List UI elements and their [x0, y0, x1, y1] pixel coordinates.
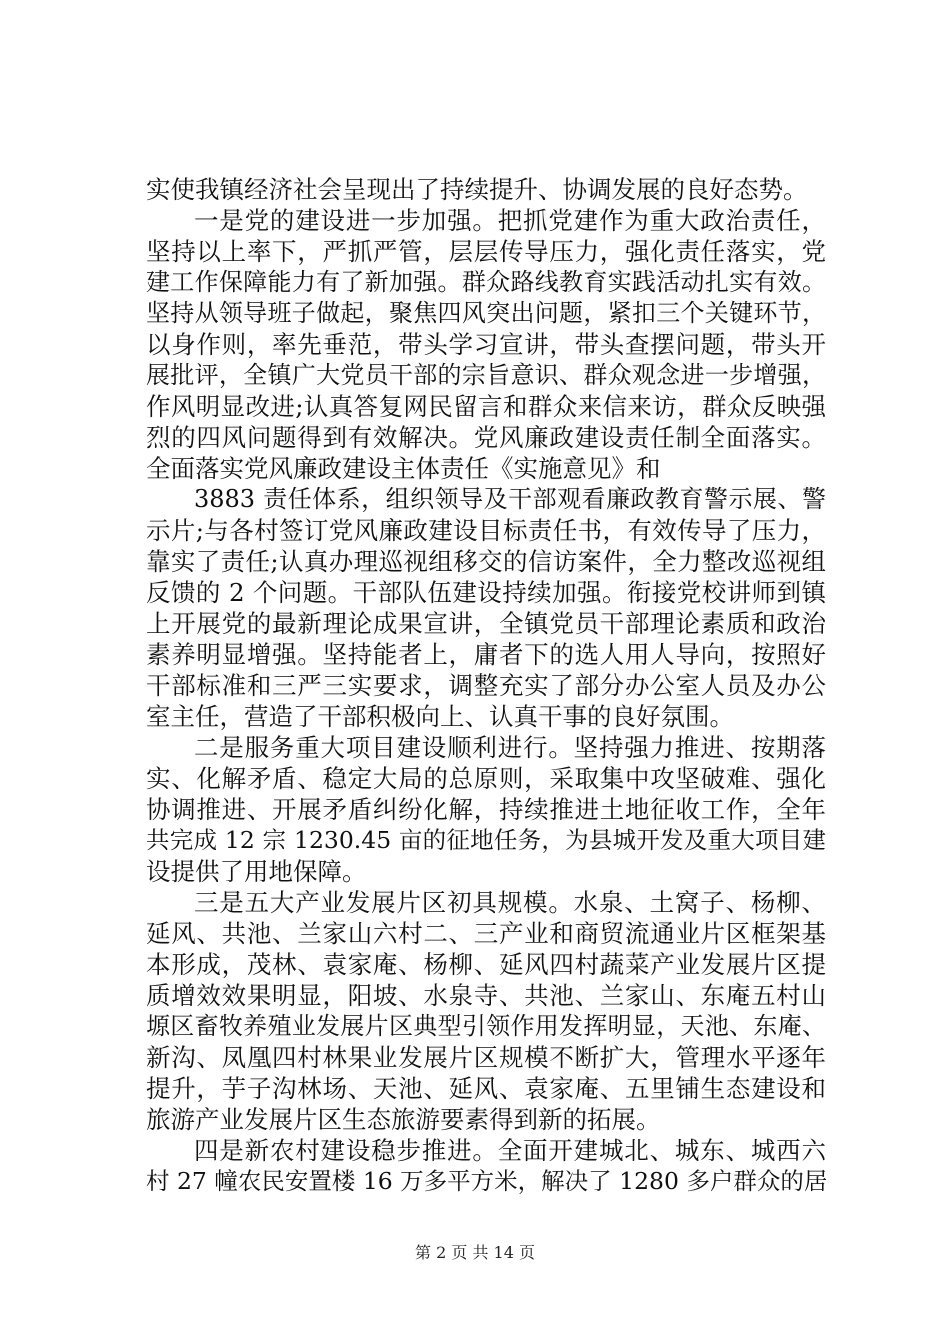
paragraph-line: 示片;与各村签订党风廉政建设目标责任书，有效传导了压力，	[146, 516, 826, 545]
paragraph-line: 本形成，茂林、袁家庵、杨柳、延风四村蔬菜产业发展片区提	[146, 950, 826, 979]
paragraph-line: 干部标准和三严三实要求，调整充实了部分办公室人员及办公	[146, 671, 826, 700]
paragraph-line: 实、化解矛盾、稳定大局的总原则，采取集中攻坚破难、强化	[146, 764, 826, 793]
paragraph-line: 协调推进、开展矛盾纠纷化解，持续推进土地征收工作，全年	[146, 795, 826, 824]
paragraph-line: 新沟、凤凰四村林果业发展片区规模不断扩大，管理水平逐年	[146, 1043, 826, 1072]
paragraph-line: 设提供了用地保障。	[146, 857, 367, 886]
paragraph-line: 展批评，全镇广大党员干部的宗旨意识、群众观念进一步增强，	[146, 361, 826, 389]
paragraph-line: 素养明显增强。坚持能者上，庸者下的选人用人导向，按照好	[146, 640, 826, 669]
paragraph-line: 靠实了责任;认真办理巡视组移交的信访案件，全力整改巡视组	[146, 547, 826, 576]
paragraph-line: 三是五大产业发展片区初具规模。水泉、土窝子、杨柳、	[194, 888, 826, 917]
paragraph-line: 坚持以上率下，严抓严管，层层传导压力，强化责任落实，党	[146, 237, 826, 266]
paragraph-line: 塬区畜牧养殖业发展片区典型引领作用发挥明显，天池、东庵、	[146, 1012, 826, 1040]
paragraph-line: 实使我镇经济社会呈现出了持续提升、协调发展的良好态势。	[146, 175, 808, 204]
paragraph-line: 坚持从领导班子做起，聚焦四风突出问题，紧扣三个关键环节，	[146, 299, 826, 327]
paragraph-line: 室主任，营造了干部积极向上、认真干事的良好氛围。	[146, 702, 734, 731]
paragraph-line: 反馈的 2 个问题。干部队伍建设持续加强。衔接党校讲师到镇	[146, 578, 826, 607]
paragraph-line: 二是服务重大项目建设顺利进行。坚持强力推进、按期落	[194, 733, 826, 762]
paragraph-line: 3883 责任体系，组织领导及干部观看廉政教育警示展、警	[194, 485, 826, 513]
paragraph-line: 全面落实党风廉政建设主体责任《实施意见》和	[146, 454, 661, 483]
paragraph-line: 一是党的建设进一步加强。把抓党建作为重大政治责任，	[194, 206, 826, 235]
paragraph-line: 延风、共池、兰家山六村二、三产业和商贸流通业片区框架基	[146, 919, 826, 948]
paragraph-line: 烈的四风问题得到有效解决。党风廉政建设责任制全面落实。	[146, 423, 826, 452]
page-footer: 第 2 页 共 14 页	[415, 1243, 535, 1262]
paragraph-line: 村 27 幢农民安置楼 16 万多平方米，解决了 1280 多户群众的居	[146, 1167, 828, 1195]
paragraph-line: 共完成 12 宗 1230.45 亩的征地任务，为县城开发及重大项目建	[146, 826, 826, 854]
paragraph-line: 作风明显改进;认真答复网民留言和群众来信来访，群众反映强	[146, 392, 826, 421]
paragraph-line: 质增效效果明显，阳坡、水泉寺、共池、兰家山、东庵五村山	[146, 981, 826, 1010]
paragraph-line: 旅游产业发展片区生态旅游要素得到新的拓展。	[146, 1105, 661, 1134]
paragraph-line: 以身作则，率先垂范，带头学习宣讲，带头查摆问题，带头开	[146, 330, 826, 359]
paragraph-line: 四是新农村建设稳步推进。全面开建城北、城东、城西六	[194, 1136, 826, 1165]
paragraph-line: 建工作保障能力有了新加强。群众路线教育实践活动扎实有效。	[146, 268, 826, 296]
paragraph-line: 上开展党的最新理论成果宣讲，全镇党员干部理论素质和政治	[146, 609, 826, 638]
paragraph-line: 提升，芋子沟林场、天池、延风、袁家庵、五里铺生态建设和	[146, 1074, 826, 1103]
